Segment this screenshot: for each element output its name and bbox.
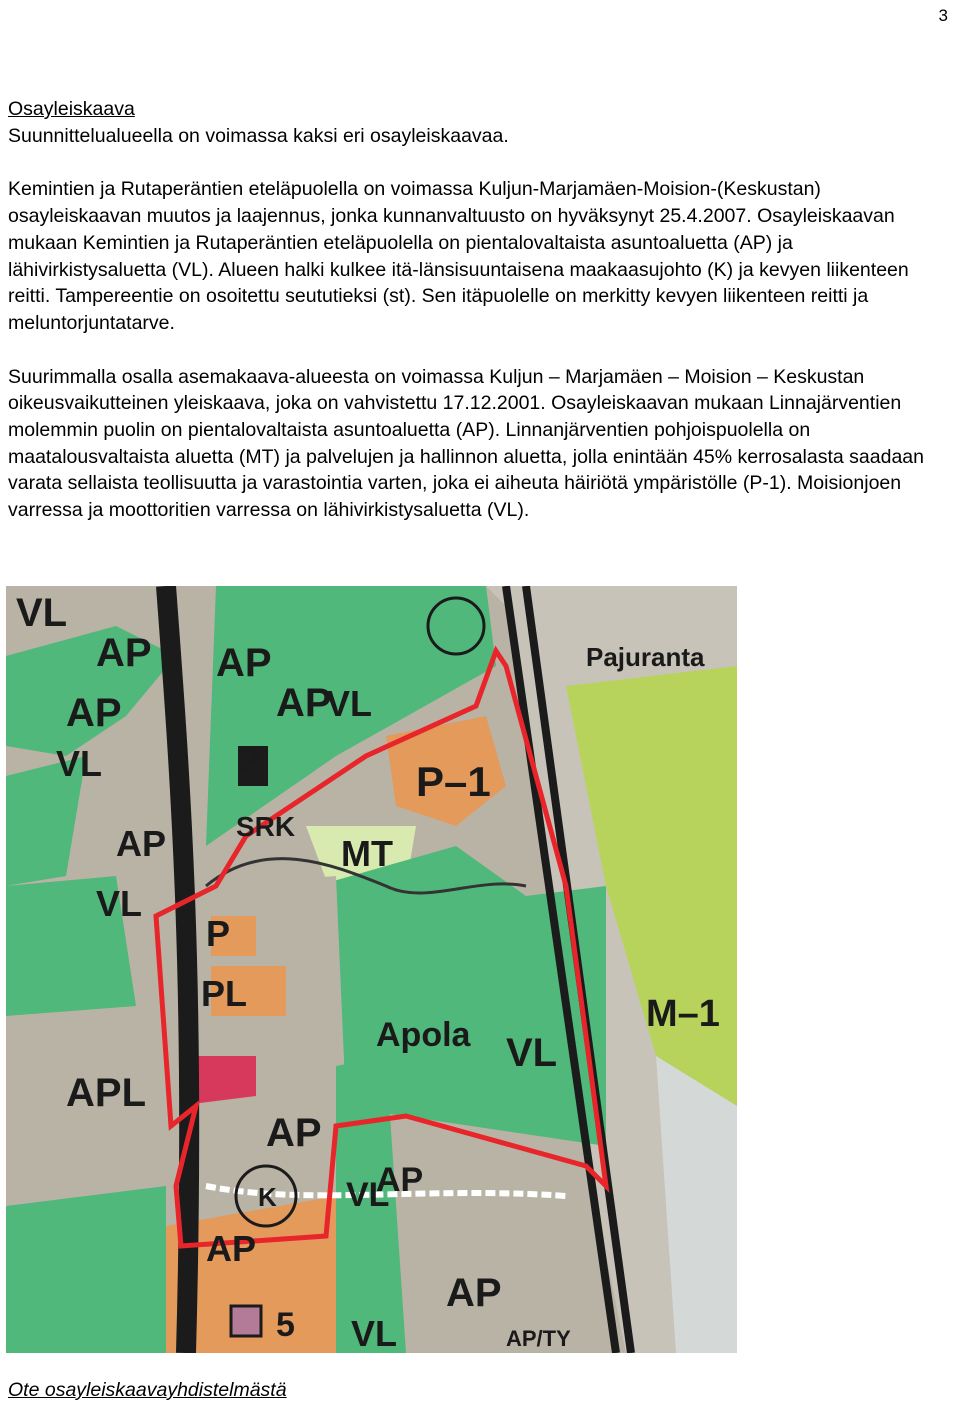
map-label-m-1: M–1 — [646, 993, 720, 1035]
map-label-k: K — [258, 1182, 277, 1212]
square-symbol — [231, 1306, 261, 1336]
map-label-ap: AP — [206, 1228, 257, 1269]
area-vl-southwest — [6, 1186, 166, 1353]
map-label-ap: AP — [66, 691, 122, 735]
map-label-srk: SRK — [236, 811, 296, 842]
map-label-ap: AP — [96, 631, 152, 675]
map-label-ap: AP — [276, 681, 332, 725]
map-label-ap: AP — [116, 823, 167, 864]
map-label-p: P — [238, 741, 261, 779]
map-label-apl: APL — [66, 1071, 146, 1115]
map-label-vl: VL — [506, 1031, 558, 1075]
paragraph-intro: Suunnittelualueella on voimassa kaksi eri osayleiskaavaa. — [8, 124, 509, 147]
master-plan-map — [6, 586, 737, 1353]
map-label-vl: VL — [346, 1176, 390, 1214]
paragraph-yleiskaava: Suurimmalla osalla asemakaava-alueesta on voimassa Kuljun – Marjamäen – Moision – Keskustan oikeusvaikutteinen yleiskaava, joka on vahvistettu 17.12.2001. Osayleiskaavan mukaan Linnajärventien molemmin puolin on pientalovaltaista asuntoaluetta (AP). Linnanjärventien pohjoispuolella on maatalousvaltaista aluetta (MT) ja palvelujen ja hallinnon aluetta, jolla enintään 45% kerrosalasta saadaan varata sellaista teollisuutta ja varastointia varten, joka ei aiheuta häiriötä ympäristölle (P-1). Moisionjoen varressa ja moottoritien varressa on lähivirkistysaluetta (VL). — [8, 365, 924, 522]
body-text — [8, 96, 953, 551]
map-label-apola: Apola — [376, 1016, 471, 1054]
map-caption: Ote osayleiskaavayhdistelmästä — [8, 1379, 287, 1401]
map-label-vl: VL — [351, 1313, 398, 1353]
paragraph-kemintie: Kemintien ja Rutaperäntien eteläpuolella on voimassa Kuljun-Marjamäen-Moision-(Keskustan) osayleiskaavan muutos ja laajennus, jonka kunnanvaltuusto on hyväksynyt 25.4.2007. Osayleiskaavan mukaan Kemintien ja Rutaperäntien eteläpuolella on pientalovaltaista asuntoaluetta (AP) ja lähivirkistysaluetta (VL). Alueen halki kulkee itä-länsisuuntaisena maakaasujohto (K) ja kevyen liikenteen reitti. Tampereentie on osoitettu seututieksi (st). Sen itäpuolelle on merkitty kevyen liikenteen reitti ja meluntorjuntatarve. — [8, 178, 909, 334]
map-label-p: P — [206, 913, 231, 954]
section-title[interactable]: Osayleiskaava — [8, 98, 135, 120]
map-label-ap: AP — [216, 641, 272, 685]
map-label-ap: AP — [376, 1161, 424, 1199]
map-label-mt: MT — [341, 833, 393, 874]
map-label-vl: VL — [96, 883, 143, 924]
map-label-5: 5 — [276, 1306, 295, 1344]
map-label-ap: AP — [446, 1271, 502, 1315]
map-label-vl: VL — [56, 743, 103, 784]
map-label-pajuranta: Pajuranta — [586, 642, 705, 672]
map-label-vl: VL — [326, 683, 373, 724]
map-label-ap: AP — [266, 1111, 322, 1155]
map-label-ap-ty: AP/TY — [506, 1326, 571, 1351]
map-label-pl: PL — [201, 973, 248, 1014]
page-number: 3 — [938, 6, 948, 25]
map-label-vl: VL — [16, 591, 68, 635]
map-label-p-1: P–1 — [416, 758, 491, 805]
